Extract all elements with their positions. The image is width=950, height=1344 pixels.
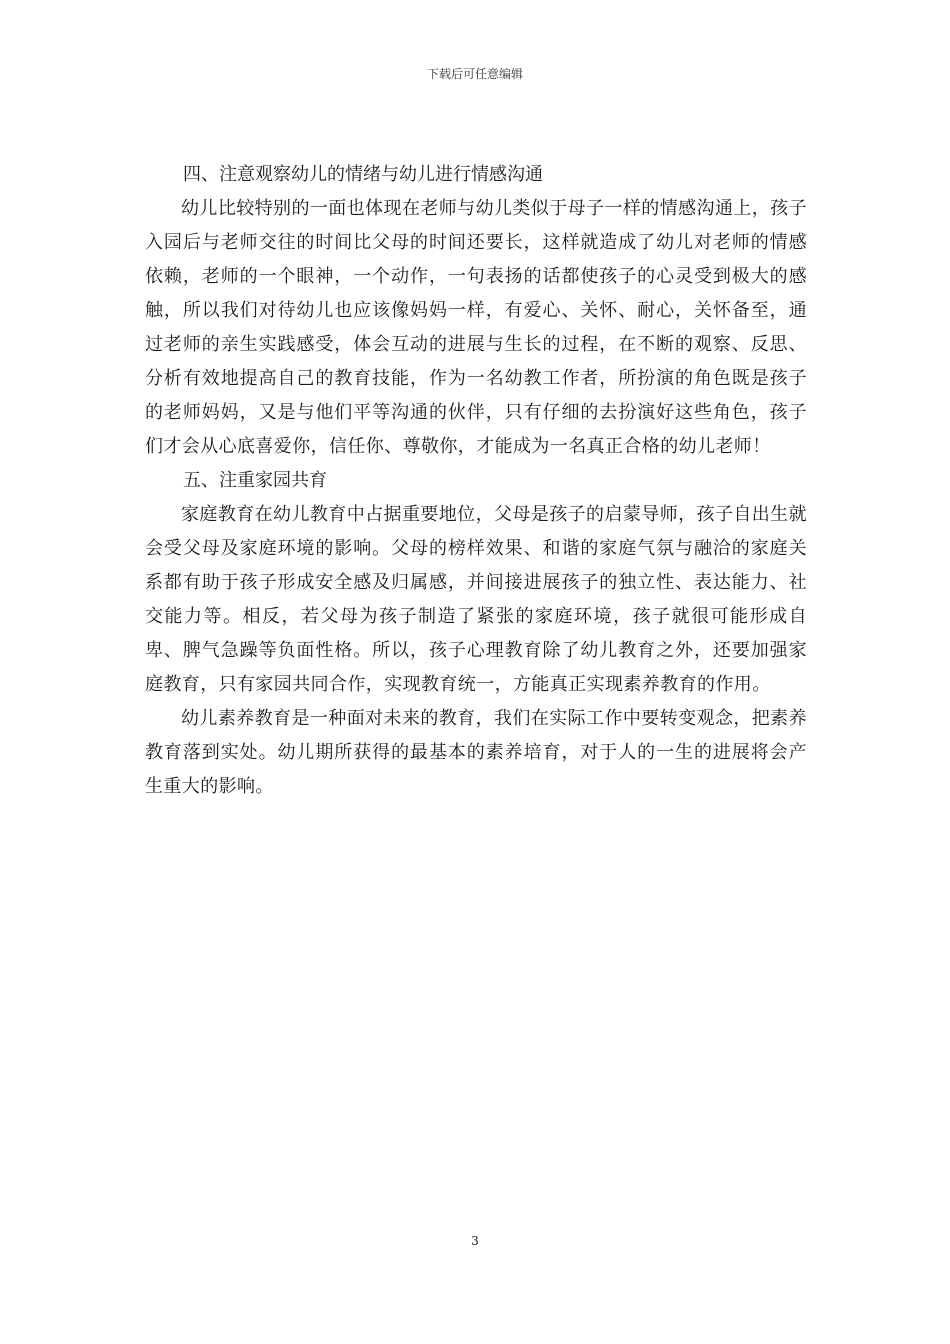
- page-number: 3: [471, 1234, 479, 1248]
- document-body: [145, 158, 807, 804]
- paragraph: 幼儿比较特别的一面也体现在老师与幼儿类似于母子一样的情感沟通上，孩子入园后与老师交往的时间比父母的时间还要长，这样就造成了幼儿对老师的情感依赖，老师的一个眼神，一个动作，一句表扬的话都使孩子的心灵受到极大的感触，所以我们对待幼儿也应该像妈妈一样，有爱心、关怀、耐心，关怀备至，通过老师的亲生实践感受，体会互动的进展与生长的过程，在不断的观察、反思、分析有效地提高自己的教育技能，作为一名幼教工作者，所扮演的角色既是孩子的老师妈妈，又是与他们平等沟通的伙伴，只有仔细的去扮演好这些角色，孩子们才会从心底喜爱你，信任你、尊敬你，才能成为一名真正合格的幼儿老师！: [145, 198, 807, 457]
- paragraph: 家庭教育在幼儿教育中占据重要地位，父母是孩子的启蒙导师，孩子自出生就会受父母及家庭环境的影响。父母的榜样效果、和谐的家庭气氛与融洽的家庭关系都有助于孩子形成安全感及归属感，并间接进展孩子的独立性、表达能力、社交能力等。相反，若父母为孩子制造了紧张的家庭环境，孩子就很可能形成自卑、脾气急躁等负面性格。所以，孩子心理教育除了幼儿教育之外，还要加强家庭教育，只有家园共同合作，实现教育统一，方能真正实现素养教育的作用。: [145, 504, 807, 695]
- page-header: 下载后可任意编辑: [426, 67, 523, 81]
- section-five: [145, 464, 807, 804]
- section-four: [145, 158, 807, 464]
- paragraph: 幼儿素养教育是一种面对未来的教育，我们在实际工作中要转变观念，把素养教育落到实处。幼儿期所获得的最基本的素养培育，对于人的一生的进展将会产生重大的影响。: [145, 708, 807, 797]
- section-heading: 四、注意观察幼儿的情绪与幼儿进行情感沟通: [183, 164, 543, 185]
- section-heading: 五、注重家园共育: [183, 470, 327, 491]
